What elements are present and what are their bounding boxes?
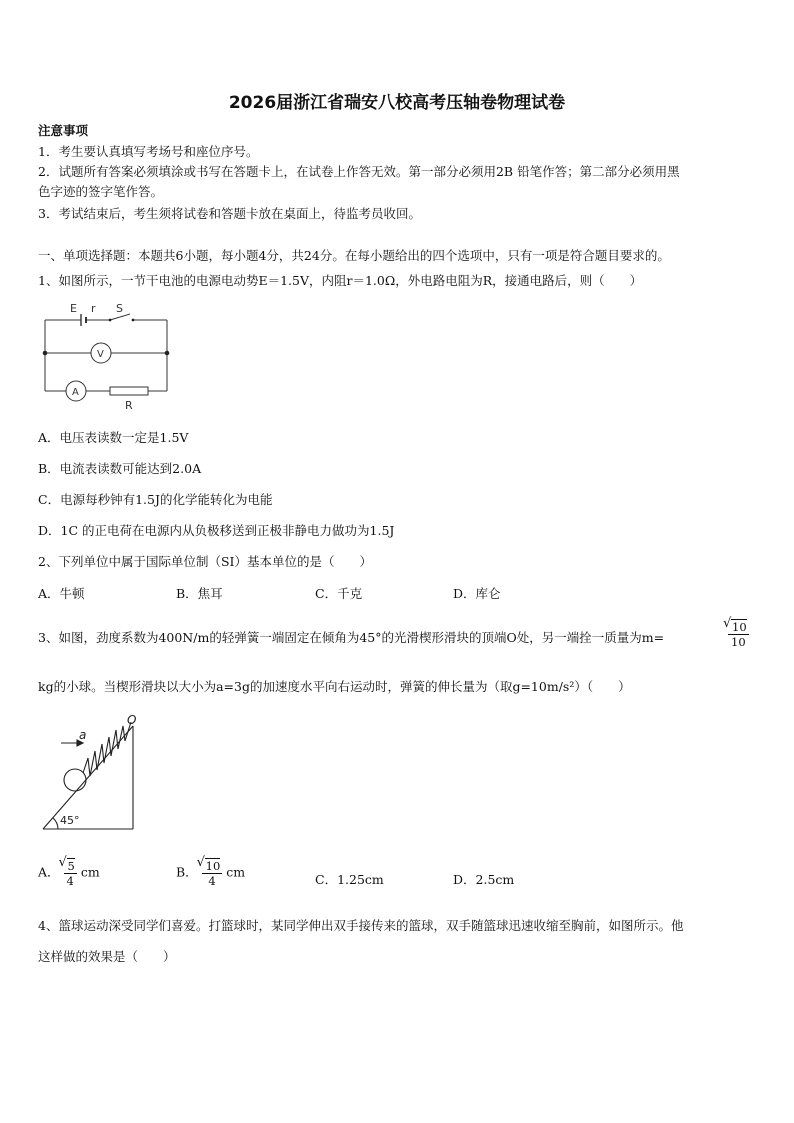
- q3-b-num: √ 10: [205, 858, 221, 873]
- q3-b-den: 4: [208, 874, 216, 888]
- notice-item-2: 2．试题所有答案必须填涂或书写在答题卡上，在试卷上作答无效。第一部分必须用2B 铅笔作答；第二部分必须用黑: [38, 164, 680, 179]
- label-angle: 45°: [60, 814, 80, 827]
- q1-option-b: B．电流表读数可能达到2.0A: [38, 461, 202, 476]
- q1-option-c: C．电源每秒钟有1.5J的化学能转化为电能: [38, 492, 273, 507]
- q2-option-b: B．焦耳: [176, 586, 223, 601]
- wedge-diagram: [38, 710, 148, 835]
- notice-item-3: 3．考试结束后，考生须将试卷和答题卡放在桌面上，待监考员收回。: [38, 206, 421, 221]
- q3-option-c: C．1.25cm: [315, 872, 384, 887]
- q3-option-b: B． √ $\frac{10}{4}$ cm: [176, 858, 245, 888]
- voltmeter-label: V: [97, 349, 104, 360]
- q3-mass-fraction: [728, 619, 749, 649]
- q2-option-a: A．牛顿: [38, 586, 85, 601]
- q3-option-d: D．2.5cm: [453, 872, 515, 887]
- q3-option-a: A． √ $\frac{5}{4}$ cm: [38, 858, 100, 888]
- q3-a-num: √ 5: [67, 858, 75, 873]
- q1-option-d: D．1C 的正电荷在电源内从负极移送到正极非静电力做功为1.5J: [38, 523, 395, 538]
- q1-stem: 1、如图所示，一节干电池的电源电动势E＝1.5V，内阻r＝1.0Ω，外电路电阻为R，接通电路后，则（ ）: [38, 273, 643, 288]
- notice-item-2-cont: 色字迹的签字笔作答。: [38, 184, 164, 199]
- circuit-diagram: [38, 298, 178, 414]
- resistor-label: R: [125, 399, 133, 412]
- label-r: r: [91, 302, 96, 315]
- notice-item-1: 1．考生要认真填写考场号和座位序号。: [38, 144, 259, 159]
- q4-stem-line2: 这样做的效果是（ ）: [38, 949, 176, 964]
- q2-stem: 2、下列单位中属于国际单位制（SI）基本单位的是（ ）: [38, 554, 372, 569]
- q2-option-c: C．千克: [315, 586, 363, 601]
- q4-stem-line1: 4、篮球运动深受同学们喜爱。打篮球时，某同学伸出双手接传来的篮球，双手随篮球迅速收缩至胸前，如图所示。他: [38, 918, 684, 933]
- ammeter-label: A: [72, 387, 79, 398]
- q3-stem-line1: 3、如图，劲度系数为400N/m的轻弹簧一端固定在倾角为45°的光滑楔形滑块的顶端O处，另一端拴一质量为m=: [38, 630, 665, 645]
- page-title: 2026届浙江省瑞安八校高考压轴卷物理试卷: [228, 93, 566, 113]
- q3-mass-num: √ 10: [731, 619, 747, 634]
- section-heading: 一、单项选择题：本题共6小题，每小题4分，共24分。在每小题给出的四个选项中，只有一项是符合题目要求的。: [38, 248, 670, 263]
- q3-mass-den: 10: [731, 635, 746, 649]
- notice-heading: 注意事项: [38, 123, 89, 138]
- q2-option-d: D．库仑: [453, 586, 501, 601]
- label-acceleration: a: [79, 728, 87, 742]
- label-s: S: [116, 302, 123, 315]
- q3-a-den: 4: [66, 874, 74, 888]
- label-o: O: [127, 713, 137, 727]
- q3-stem-line2: kg的小球。当楔形滑块以大小为a=3g的加速度水平向右运动时，弹簧的伸长量为（取g=10m/s²）（ ）: [38, 679, 631, 694]
- q1-option-a: A．电压表读数一定是1.5V: [38, 430, 189, 445]
- label-e: E: [70, 302, 77, 315]
